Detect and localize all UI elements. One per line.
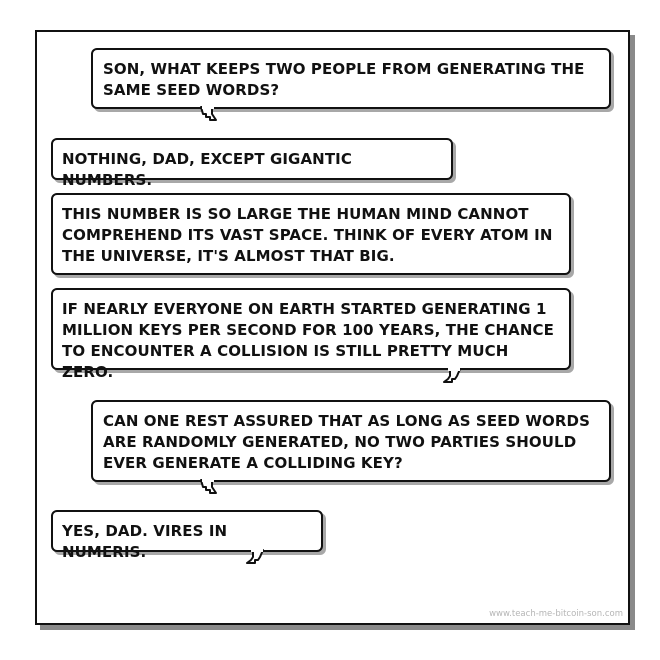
- speech-bubble-son-collision: [51, 288, 571, 381]
- speech-bubble-dad-followup: [91, 400, 611, 482]
- speech-tail: [199, 106, 219, 122]
- speech-bubble-son-final: [51, 510, 323, 561]
- bubble-text: YES, DAD. VIRES IN NUMERIS.: [62, 522, 228, 561]
- speech-bubble-son-explanation: [51, 193, 571, 275]
- speech-bubble-dad-question: [91, 48, 611, 109]
- speech-tail: [199, 479, 219, 495]
- bubble-text: SON, WHAT KEEPS TWO PEOPLE FROM GENERATING THE SAME SEED WORDS?: [103, 60, 585, 99]
- speech-tail: [442, 368, 462, 384]
- bubble-text: THIS NUMBER IS SO LARGE THE HUMAN MIND CANNOT COMPREHEND ITS VAST SPACE. THINK OF EVERY ATOM IN THE UNIVERSE, IT'S ALMOST THAT BIG.: [62, 205, 553, 265]
- comic-panel: [35, 30, 630, 625]
- bubble-text: IF NEARLY EVERYONE ON EARTH STARTED GENERATING 1 MILLION KEYS PER SECOND FOR 100 YEARS, THE CHANCE TO ENCOUNTER A COLLISION IS STILL PRETTY MUCH ZERO.: [62, 300, 554, 381]
- speech-tail: [245, 549, 265, 565]
- watermark-url: www.teach-me-bitcoin-son.com: [489, 609, 623, 619]
- bubble-text: CAN ONE REST ASSURED THAT AS LONG AS SEED WORDS ARE RANDOMLY GENERATED, NO TWO PARTIES SHOULD EVER GENERATE A COLLIDING KEY?: [103, 412, 590, 472]
- speech-bubble-son-reply: [51, 138, 453, 189]
- bubble-text: NOTHING, DAD, EXCEPT GIGANTIC NUMBERS.: [62, 150, 352, 189]
